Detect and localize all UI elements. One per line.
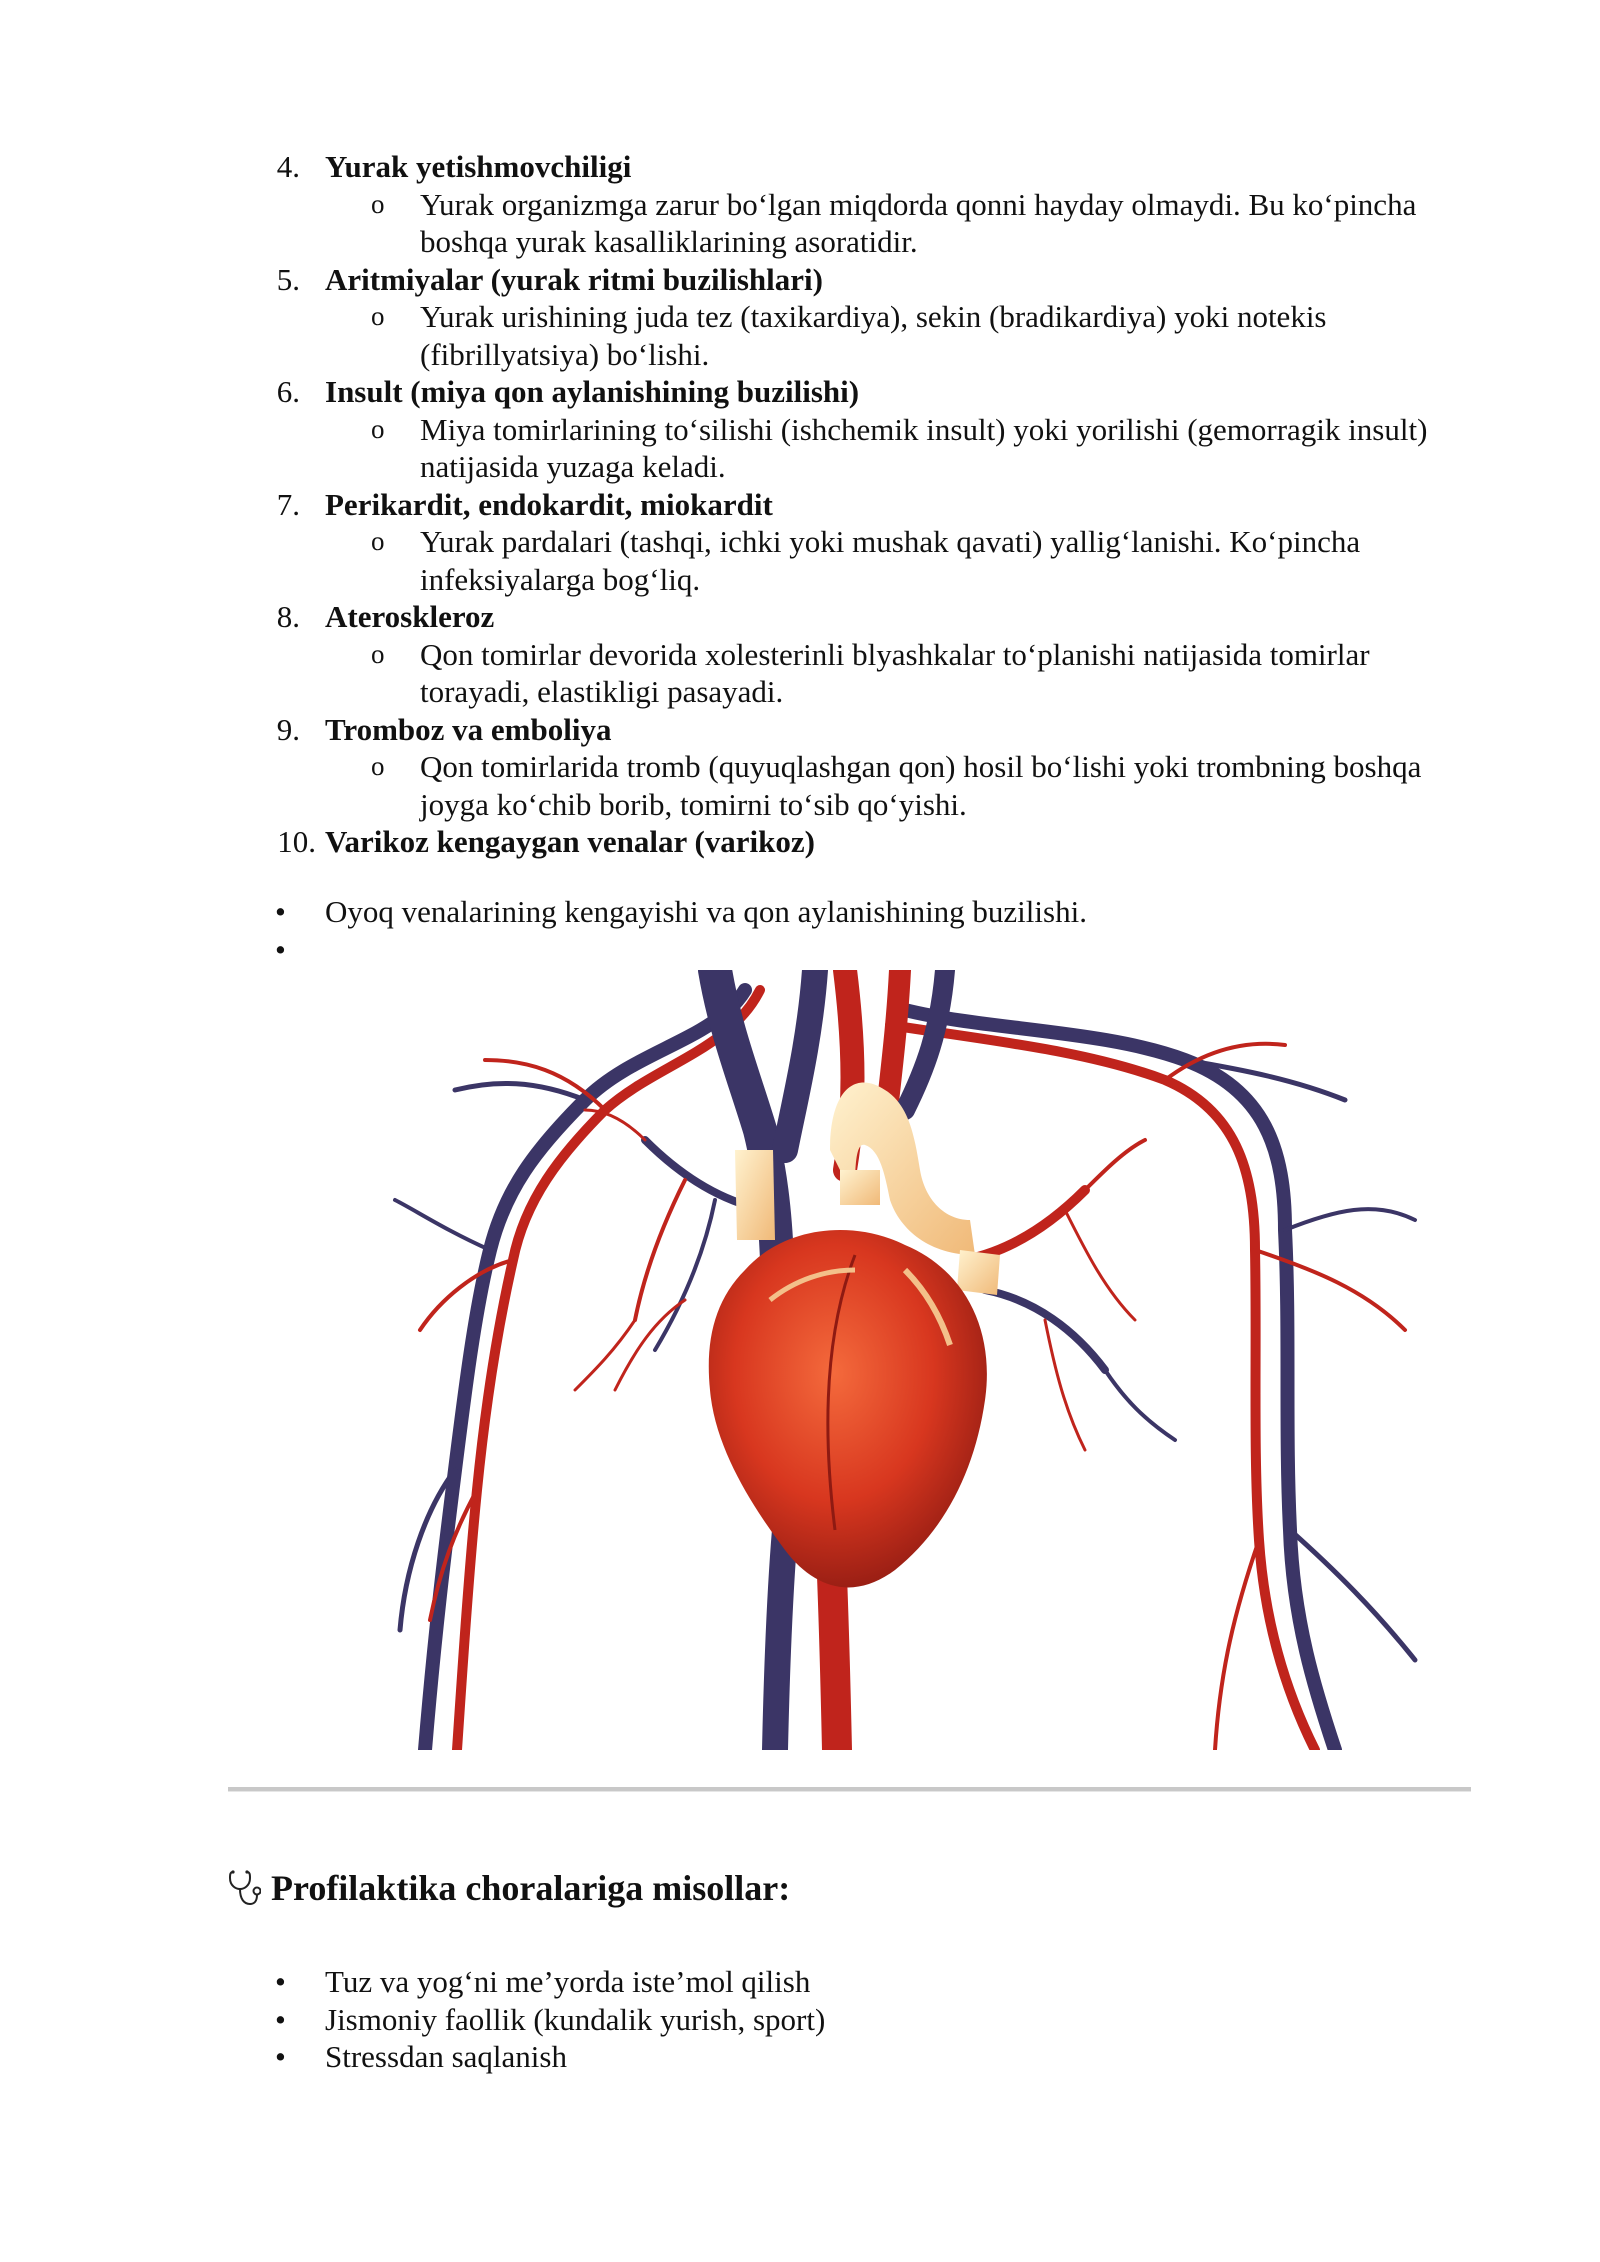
description-line: joyga ko‘chib borib, tomirni to‘sib qo‘yishi.	[420, 786, 967, 822]
sub-bullet-marker: o	[371, 301, 385, 331]
sub-bullet-marker: o	[371, 638, 385, 669]
list-item	[230, 893, 1087, 931]
item-title: Insult (miya qon aylanishining buzilishi)	[325, 374, 860, 409]
list-item	[230, 823, 1480, 861]
item-number: 5.	[276, 261, 300, 297]
description-line: Yurak urishining juda tez (taxikardiya), sekin (bradikardiya) yoki notekis	[420, 299, 1327, 334]
bullet-marker: •	[275, 1964, 286, 1999]
list-item	[230, 2038, 825, 2076]
description-line: Yurak pardalari (tashqi, ichki yoki mushak qavati) yallig‘lanishi. Ko‘pincha	[420, 524, 1361, 559]
horizontal-rule	[228, 1787, 1471, 1792]
bullet-marker: •	[275, 894, 286, 929]
item-title: Yurak yetishmovchiligi	[325, 149, 632, 184]
item-number: 10.	[277, 824, 316, 859]
list-item	[230, 261, 1480, 374]
description-line: (fibrillyatsiya) bo‘lishi.	[420, 336, 710, 372]
bullet-text: Tuz va yog‘ni me’yorda iste’mol qilish	[325, 1964, 811, 1999]
bullet-text: Jismoniy faollik (kundalik yurish, sport)	[325, 2001, 826, 2037]
item-description	[371, 411, 1480, 486]
item-title: Perikardit, endokardit, miokardit	[325, 486, 773, 522]
item-number: 9.	[276, 711, 300, 747]
sub-bullet-marker: o	[371, 413, 385, 444]
list-item	[230, 486, 1480, 599]
description-line: Qon tomirlarida tromb (quyuqlashgan qon) hosil bo‘lishi yoki trombning boshqa	[420, 749, 1422, 784]
sub-bullet-marker: o	[371, 526, 385, 556]
item-description	[371, 636, 1480, 711]
item-description	[371, 298, 1480, 373]
list-item	[230, 148, 1480, 261]
disease-numbered-list	[230, 148, 1480, 861]
list-item	[230, 1963, 825, 2001]
bullet-marker: •	[275, 2039, 286, 2074]
list-item	[230, 931, 1087, 969]
list-item	[230, 711, 1480, 824]
description-line: boshqa yurak kasalliklarining asoratidir.	[420, 224, 918, 259]
list-item	[230, 2001, 825, 2039]
item-title: Ateroskleroz	[325, 599, 495, 634]
description-line: Miya tomirlarining to‘silishi (ishchemik insult) yoki yorilishi (gemorragik insult)	[420, 411, 1428, 447]
bullet-marker: •	[275, 2001, 286, 2037]
stethoscope-icon	[228, 1869, 261, 1907]
prevention-heading	[228, 1866, 790, 1910]
bullet-text: Stressdan saqlanish	[325, 2039, 567, 2074]
description-line: Yurak organizmga zarur bo‘lgan miqdorda qonni hayday olmaydi. Bu ko‘pincha	[420, 186, 1417, 222]
description-line: Qon tomirlar devorida xolesterinli blyashkalar to‘planishi natijasida tomirlar	[420, 636, 1370, 672]
item-description	[371, 523, 1480, 598]
item-number: 4.	[276, 149, 300, 184]
description-line: infeksiyalarga bog‘liq.	[420, 561, 701, 597]
bullet-marker: •	[275, 931, 286, 967]
item-number: 7.	[276, 486, 300, 522]
item-description	[371, 186, 1480, 261]
item-title: Varikoz kengaygan venalar (varikoz)	[325, 824, 815, 859]
item-number: 6.	[276, 374, 300, 409]
list-item	[230, 373, 1480, 486]
after-list-bullets	[230, 893, 1087, 968]
item-title: Aritmiyalar (yurak ritmi buzilishlari)	[325, 261, 823, 297]
bullet-text: Oyoq venalarining kengayishi va qon aylanishining buzilishi.	[325, 894, 1087, 929]
heading-text: Profilaktika choralariga misollar:	[271, 1868, 791, 1908]
item-description	[371, 748, 1480, 823]
item-title: Tromboz va emboliya	[325, 711, 612, 747]
list-item	[230, 598, 1480, 711]
sub-bullet-marker: o	[371, 751, 385, 781]
description-line: torayadi, elastikligi pasayadi.	[420, 674, 784, 709]
item-number: 8.	[276, 599, 300, 634]
heart-circulation-illustration	[385, 970, 1475, 1750]
description-line: natijasida yuzaga keladi.	[420, 449, 726, 484]
prevention-list	[230, 1963, 825, 2076]
sub-bullet-marker: o	[371, 188, 385, 219]
